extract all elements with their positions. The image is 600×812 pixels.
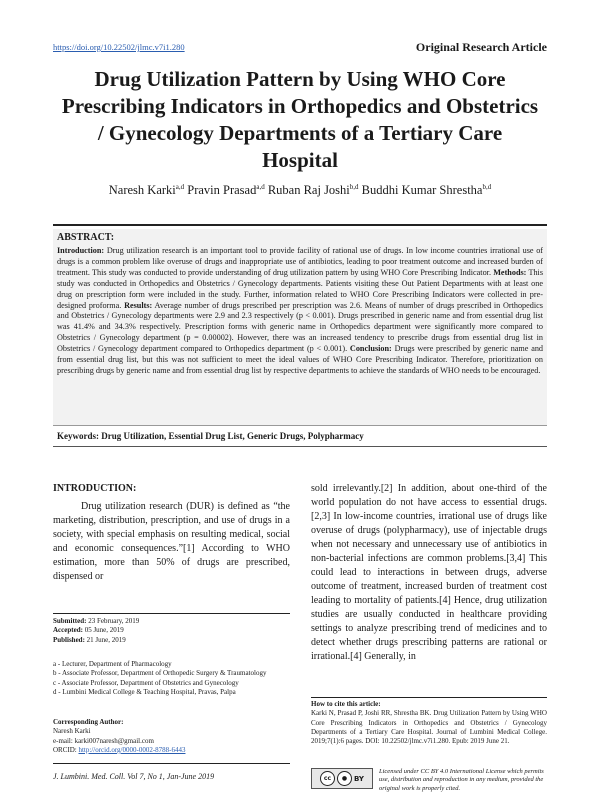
accepted-date: Accepted: 05 June, 2019 [53,626,124,635]
doi-link[interactable]: https://doi.org/10.22502/jlmc.v7i1.280 [53,42,185,52]
abstract-methods-label: Methods: [493,267,527,277]
submitted-date: Submitted: 23 February, 2019 [53,617,140,625]
corresponding-name: Naresh Karki [53,727,91,736]
person-icon: ● [337,771,352,786]
affiliation-item: d - Lumbini Medical College & Teaching Hospital, Pravas, Palpa [53,687,236,696]
author-name: Pravin Prasad [187,183,257,198]
citation-label: How to cite this article: [311,700,381,708]
author-name: Naresh Karki [108,183,176,198]
cc-icon: cc [320,771,335,786]
author-affiliation-mark: b,d [349,183,359,191]
divider [53,446,547,447]
divider [53,613,290,614]
license-text: Licensed under CC BY 4.0 International License which permits use, distribution and reproduction in any medium, provided the original work is properly cited. [379,768,544,792]
abstract-intro-label: Introduction: [57,246,105,255]
article-title: Drug Utilization Pattern by Using WHO Core Prescribing Indicators in Orthopedics and Obstetrics / Gynecology Departments of a Tertiary Care Hospital [61,67,539,172]
citation-text: Karki N, Prasad P, Joshi RR, Shrestha BK. Drug Utilization Pattern by Using WHO Core Prescribing Indicators in Orthopedics and Obstetrics / Gynecology Departments of a Tertiary Care Hospital. Journal of Lumbini Medical College. 2019;7(1):6 pages. DOI: 10.22502/jlmc.v7i1.280. Epub: 2019 June 21. [311,709,547,746]
abstract-methods-text: This study was conducted in Orthopedics and Obstetrics / Gynecology departments. Patients visiting these Out Patient Departments with at least one drug on prescription form were included in the study. Further, information related to WHO Core Prescribing Indicators were collected in pre-designed proforma. [57,267,544,310]
divider [53,224,547,226]
keywords-text: Drug Utilization, Essential Drug List, Generic Drugs, Polypharmacy [101,431,364,441]
abstract-conclusion-label: Conclusion: [349,344,392,354]
journal-footer: J. Lumbini. Med. Coll. Vol 7, No 1, Jan-June 2019 [53,772,215,781]
affiliation-item: b - Associate Professor, Department of Orthopedic Surgery & Traumatology [53,669,267,678]
author-affiliation-mark: a,d [256,183,265,191]
author-list [50,183,550,198]
orcid-line: ORCID: http://orcid.org/0000-0002-8788-6443 [53,745,186,754]
author-affiliation-mark: a,d [175,183,185,191]
affiliation-item: c - Associate Professor, Department of Obstetrics and Gynecology [53,678,239,687]
abstract-intro-text: Drug utilization research is an important tool to provide facility of rational use of drugs. In low income countries irrational use of drugs is a common problem like overuse of drugs and inappropriate use of antibiotics, leading to poor treatment outcome and increased burden of treatment. This study was conducted to provide understanding of drug utilization pattern by using WHO Core Prescribing Indicator. [57,246,544,277]
corresponding-author [53,718,290,755]
article-type-label: Original Research Article [415,40,547,54]
keywords-label: Keywords: [57,431,99,441]
author-name: Buddhi Kumar Shrestha [361,183,483,198]
badge-text: BY [353,774,365,783]
keywords [57,431,364,441]
author-name: Ruban Raj Joshi [267,183,350,198]
published-date: Published: 21 June, 2019 [53,635,126,644]
author-affiliation-mark: b,d [482,183,492,191]
citation-block [311,700,547,746]
corresponding-email: e-mail: karki007naresh@gmail.com [53,736,154,745]
corresponding-label: Corresponding Author: [53,718,124,726]
cc-license-badge[interactable] [311,768,373,789]
affiliation-list [53,660,290,697]
introduction-right-text: sold irrelevantly.[2] In addition, about one-third of the world population do not have access to essential drugs.[2,3] In low-income countries, irrational use of drugs like overuse of drugs (polypharmacy), use of injectable drugs when not necessary and unnecessary use of antibiotics in non-bacterial infections are common problems.[3,4] This could lead to interactions in between drugs, adverse outcome of treatment, increased burden of treatment cost leading to mortality of patients.[4] Hence, drug utilization studies are usually conducted in healthcare providing settings to analyze prescribing trend of medicines and to detect whether drugs prescribing patterns are rational or irrational.[4] Generally, in [311,483,547,662]
abstract-body [57,246,543,377]
divider [311,697,547,698]
article-dates [53,617,290,645]
abstract-heading: ABSTRACT: [57,232,115,243]
abstract-results-text: Average number of drugs prescribed per prescription was 2.6. Means of number of drugs prescribed in Orthopedics and Obstetrics / Gynecology departments were 2.9 and 2.3 respectively (p < 0.001). Drugs prescribed in generic name and from essential drug list was 41.4% and 34.3% respectively. Prescription forms with generic name in Orthopedics department were significantly more compared to Obstetrics / Gynecology department (p = 0.00002). However, there was an increased tendency to prescribe drugs from essential drug list in Obstetrics / Gynecology department compared to Orthopedics department (p < 0.001). [57,300,543,354]
affiliation-item: a - Lecturer, Department of Pharmacology [53,660,172,668]
introduction-left-text: Drug utilization research (DUR) is defined as “the marketing, distribution, prescription, and use of drugs in a society, with special emphasis on resulting medical, social and economic consequences.”[1] According to WHO estimation, more than 50% of drugs are prescribed, dispensed or [53,501,290,582]
abstract-results-label: Results: [124,300,153,310]
abstract-conclusion-text: Drugs were prescribed by generic name and from essential drug list, but this was not sufficient to meet the ideal values of WHO Core Prescribing Indicator. Therefore, prioritization on prescribing drugs by generic name and from essential drug list by respective departments to achieve the standards of WHO needs to be encouraged. [57,344,544,375]
orcid-link[interactable]: http://orcid.org/0000-0002-8788-6443 [78,745,186,754]
divider [53,763,290,764]
introduction-heading: INTRODUCTION: [53,483,137,494]
